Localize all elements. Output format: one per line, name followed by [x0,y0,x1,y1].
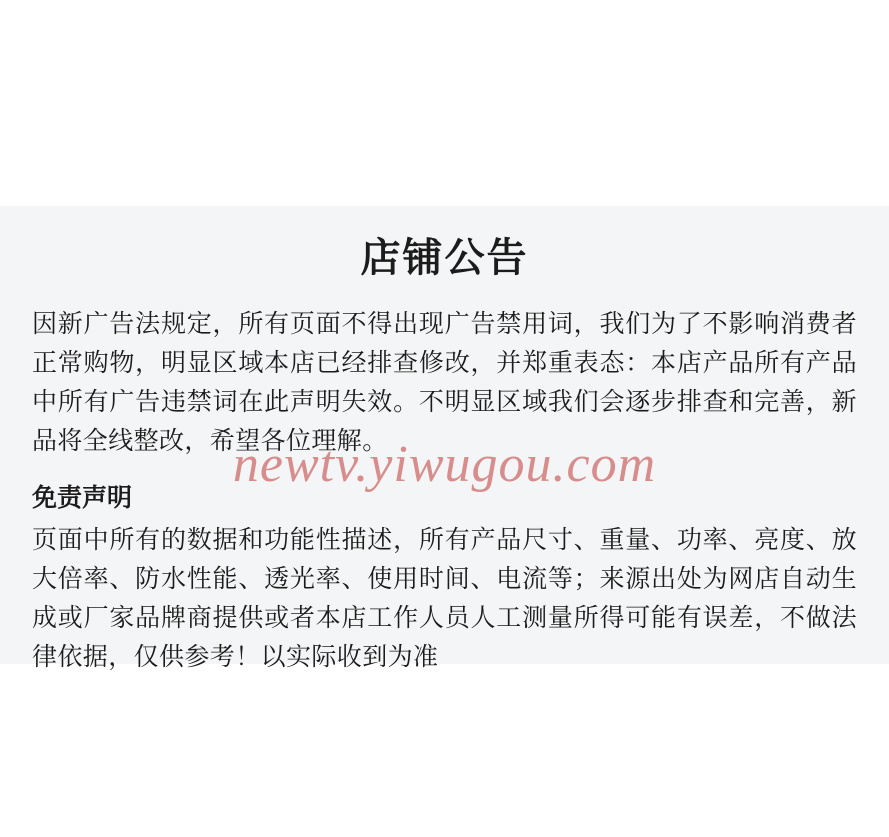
store-announcement-content [28,206,861,671]
announcement-paragraph: 因新广告法规定，所有页面不得出现广告禁用词，我们为了不影响消费者正常购物，明显区域本店已经排查修改，并郑重表态：本店产品所有产品中所有广告违禁词在此声明失效。不明显区域我们会逐步排查和完善，新品将全线整改，希望各位理解。 [32,309,857,455]
announcement-title: 店铺公告 [360,235,529,281]
disclaimer-heading: 免责声明 [32,483,133,512]
disclaimer-paragraph: 页面中所有的数据和功能性描述，所有产品尺寸、重量、功率、亮度、放大倍率、防水性能、透光率、使用时间、电流等；来源出处为网店自动生成或厂家品牌商提供或者本店工作人员人工测量所得可能有误差，不做法律依据，仅供参考！以实际收到为准 [32,525,857,671]
site-watermark: newtv.yiwugou.com [232,436,657,493]
store-announcement-panel [0,206,889,671]
